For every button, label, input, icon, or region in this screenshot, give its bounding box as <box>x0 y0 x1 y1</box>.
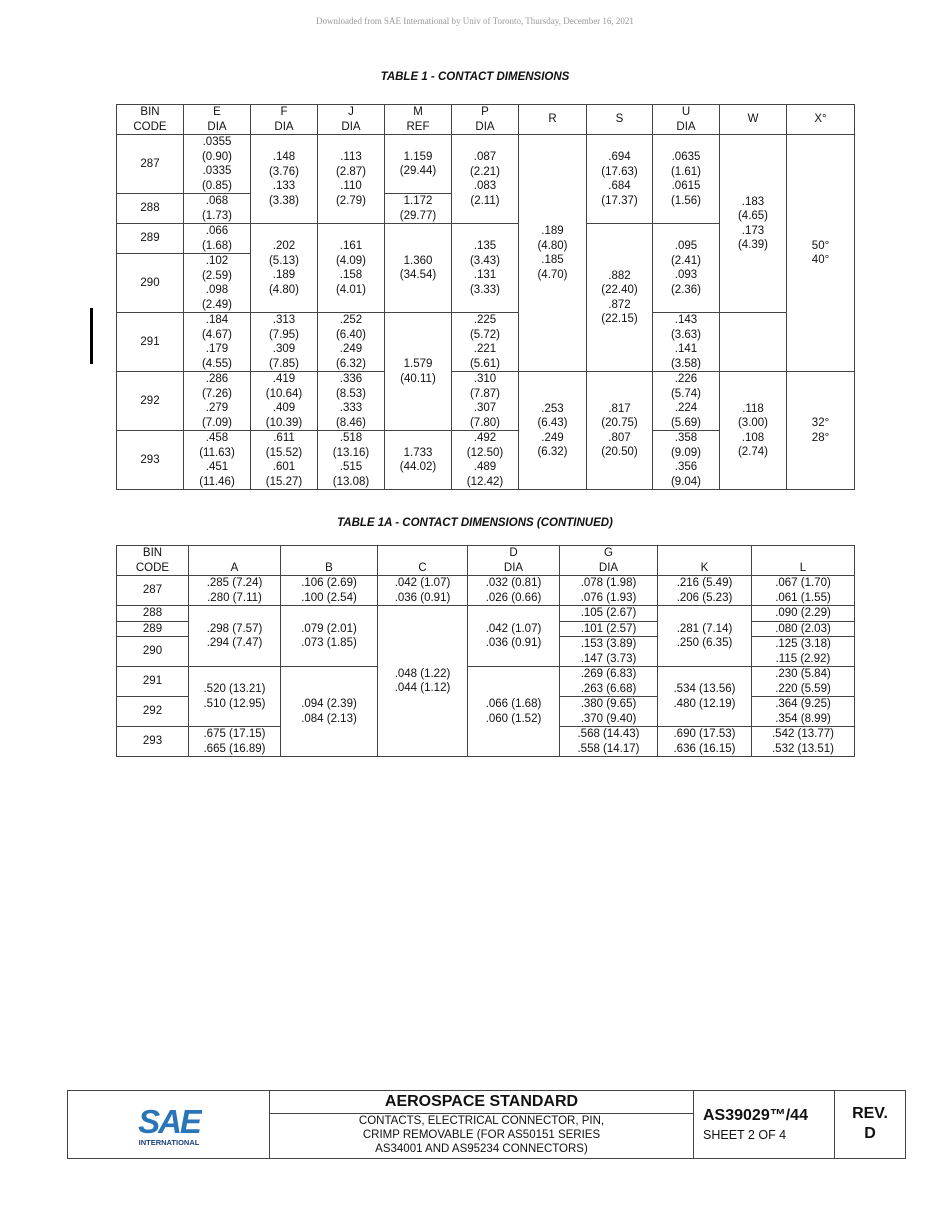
table-cell: .095 (2.41) .093 (2.36) <box>653 224 720 313</box>
header-p: P DIA <box>452 105 519 135</box>
table-cell: 1.159 (29.44) <box>385 135 452 194</box>
bin-code-cell: 293 <box>117 431 184 490</box>
document-number-cell <box>694 1091 835 1158</box>
table-cell: .101 (2.57) <box>560 621 658 637</box>
header-s: S <box>587 105 653 135</box>
bin-code-cell: 293 <box>117 727 189 757</box>
table-row <box>117 313 855 372</box>
header-r: R <box>519 105 587 135</box>
header-k: K <box>658 546 752 576</box>
header-a: A <box>189 546 281 576</box>
table-cell: .068 (1.73) <box>184 194 251 224</box>
header-bin-code: BIN CODE <box>117 546 189 576</box>
bin-code-cell: 290 <box>117 254 184 313</box>
table-cell: 1.360 (34.54) <box>385 224 452 313</box>
header-bin-code: BIN CODE <box>117 105 184 135</box>
sheet-number: SHEET 2 OF 4 <box>703 1128 787 1142</box>
table-cell: .066 (1.68) <box>184 224 251 254</box>
table-cell: .105 (2.67) <box>560 606 658 622</box>
table-cell: .882 (22.40) .872 (22.15) <box>587 224 653 372</box>
header-l: L <box>752 546 855 576</box>
table-cell: .143 (3.63) .141 (3.58) <box>653 313 720 372</box>
table-row <box>117 135 855 194</box>
table-cell: 32° 28° <box>787 372 855 490</box>
table-cell: .419 (10.64) .409 (10.39) <box>251 372 318 431</box>
header-u: U DIA <box>653 105 720 135</box>
table-cell: .090 (2.29) <box>752 606 855 622</box>
table-cell: .216 (5.49) .206 (5.23) <box>658 576 752 606</box>
table-cell: .078 (1.98) .076 (1.93) <box>560 576 658 606</box>
table-cell: .087 (2.21) .083 (2.11) <box>452 135 519 224</box>
header-f: F DIA <box>251 105 318 135</box>
table-cell: .079 (2.01) .073 (1.85) <box>281 606 378 667</box>
logo-wordmark: SAE <box>138 1103 200 1140</box>
bin-code-cell: 289 <box>117 224 184 254</box>
table-cell: .492 (12.50) .489 (12.42) <box>452 431 519 490</box>
table-cell: .458 (11.63) .451 (11.46) <box>184 431 251 490</box>
bin-code-cell: 291 <box>117 313 184 372</box>
table-cell: 50° 40° <box>787 135 855 372</box>
table-cell: .675 (17.15) .665 (16.89) <box>189 727 281 757</box>
table-cell: .048 (1.22) .044 (1.12) <box>378 606 468 757</box>
bin-code-cell: 287 <box>117 576 189 606</box>
table-row <box>117 576 855 606</box>
bin-code-cell: 291 <box>117 667 189 697</box>
table-cell: .611 (15.52) .601 (15.27) <box>251 431 318 490</box>
download-note: Downloaded from SAE International by Univ of Toronto, Thursday, December 16, 2021 <box>316 16 634 26</box>
table-cell: .534 (13.56) .480 (12.19) <box>658 667 752 727</box>
table-cell: .817 (20.75) .807 (20.50) <box>587 372 653 490</box>
table-cell: .148 (3.76) .133 (3.38) <box>251 135 318 224</box>
table-header-row <box>117 546 855 576</box>
table-cell: .690 (17.53) .636 (16.15) <box>658 727 752 757</box>
sae-international-logo <box>136 1101 202 1149</box>
bin-code-cell: 290 <box>117 637 189 667</box>
table-cell: .135 (3.43) .131 (3.33) <box>452 224 519 313</box>
document-number: AS39029™/44 <box>703 1107 808 1124</box>
table-cell: .310 (7.87) .307 (7.80) <box>452 372 519 431</box>
table-cell: .183 (4.65) .173 (4.39) <box>720 135 787 313</box>
logo-subtext: INTERNATIONAL <box>138 1138 200 1147</box>
table-cell: .230 (5.84) .220 (5.59) <box>752 667 855 697</box>
table-cell: .118 (3.00) .108 (2.74) <box>720 372 787 490</box>
header-b: B <box>281 546 378 576</box>
table-cell: .067 (1.70) .061 (1.55) <box>752 576 855 606</box>
bin-code-cell: 288 <box>117 194 184 224</box>
table-cell: .184 (4.67) .179 (4.55) <box>184 313 251 372</box>
table-cell: .286 (7.26) .279 (7.09) <box>184 372 251 431</box>
table-row <box>117 606 855 622</box>
revision-change-bar <box>90 308 93 364</box>
title-block-footer <box>67 1090 906 1159</box>
table-cell: .313 (7.95) .309 (7.85) <box>251 313 318 372</box>
table-cell: .298 (7.57) .294 (7.47) <box>189 606 281 667</box>
table-cell: .542 (13.77) .532 (13.51) <box>752 727 855 757</box>
header-g: G DIA <box>560 546 658 576</box>
table-cell: .285 (7.24) .280 (7.11) <box>189 576 281 606</box>
table-cell: 1.172 (29.77) <box>385 194 452 224</box>
table-cell: .153 (3.89) .147 (3.73) <box>560 637 658 667</box>
table-cell: .032 (0.81) .026 (0.66) <box>468 576 560 606</box>
header-j: J DIA <box>318 105 385 135</box>
table-1a-title: TABLE 1A - CONTACT DIMENSIONS (CONTINUED) <box>337 517 613 529</box>
table-cell: .189 (4.80) .185 (4.70) <box>519 135 587 372</box>
bin-code-cell: 292 <box>117 372 184 431</box>
table-cell: .694 (17.63) .684 (17.37) <box>587 135 653 224</box>
table-row <box>117 667 855 697</box>
table-cell: .094 (2.39) .084 (2.13) <box>281 667 378 757</box>
bin-code-cell: 288 <box>117 606 189 622</box>
table-cell: .102 (2.59) .098 (2.49) <box>184 254 251 313</box>
revision-cell <box>835 1091 905 1158</box>
table-cell: .106 (2.69) .100 (2.54) <box>281 576 378 606</box>
table-cell: .281 (7.14) .250 (6.35) <box>658 606 752 667</box>
table-cell: .066 (1.68) .060 (1.52) <box>468 667 560 757</box>
header-e: E DIA <box>184 105 251 135</box>
bin-code-cell: 287 <box>117 135 184 194</box>
table-cell: .358 (9.09) .356 (9.04) <box>653 431 720 490</box>
contact-dimensions-continued-table <box>116 545 855 757</box>
table-cell: .161 (4.09) .158 (4.01) <box>318 224 385 313</box>
table-cell: .380 (9.65) .370 (9.40) <box>560 697 658 727</box>
table-cell: .225 (5.72) .221 (5.61) <box>452 313 519 372</box>
table-1-title: TABLE 1 - CONTACT DIMENSIONS <box>380 71 570 83</box>
contact-dimensions-table <box>116 104 855 490</box>
table-cell: 1.733 (44.02) <box>385 431 452 490</box>
header-x: X° <box>787 105 855 135</box>
table-cell: .113 (2.87) .110 (2.79) <box>318 135 385 224</box>
title-cell <box>270 1091 694 1158</box>
table-cell: .253 (6.43) .249 (6.32) <box>519 372 587 490</box>
table-cell: .520 (13.21) .510 (12.95) <box>189 667 281 727</box>
header-d: D DIA <box>468 546 560 576</box>
table-cell: .568 (14.43) .558 (14.17) <box>560 727 658 757</box>
table-cell: 1.579 (40.11) <box>385 313 452 431</box>
header-w: W <box>720 105 787 135</box>
logo-cell <box>68 1091 270 1158</box>
table-cell: .202 (5.13) .189 (4.80) <box>251 224 318 313</box>
table-cell: .0355 (0.90) .0335 (0.85) <box>184 135 251 194</box>
bin-code-cell: 289 <box>117 621 189 637</box>
header-c: C <box>378 546 468 576</box>
table-header-row <box>117 105 855 135</box>
table-cell: .125 (3.18) .115 (2.92) <box>752 637 855 667</box>
header-m: M REF <box>385 105 452 135</box>
standard-type: AEROSPACE STANDARD <box>270 1091 693 1114</box>
table-cell: .269 (6.83) .263 (6.68) <box>560 667 658 697</box>
bin-code-cell: 292 <box>117 697 189 727</box>
table-cell: .252 (6.40) .249 (6.32) <box>318 313 385 372</box>
table-cell: .080 (2.03) <box>752 621 855 637</box>
table-cell: .042 (1.07) .036 (0.91) <box>378 576 468 606</box>
revision-label: REV. D <box>852 1105 888 1142</box>
table-cell: .336 (8.53) .333 (8.46) <box>318 372 385 431</box>
document-description: CONTACTS, ELECTRICAL CONNECTOR, PIN, CRIMP REMOVABLE (FOR AS50151 SERIES AS34001 AND AS95234 CONNECTORS) <box>358 1115 605 1155</box>
table-cell: .518 (13.16) .515 (13.08) <box>318 431 385 490</box>
table-cell: .0635 (1.61) .0615 (1.56) <box>653 135 720 224</box>
table-cell: .226 (5.74) .224 (5.69) <box>653 372 720 431</box>
table-row <box>117 372 855 431</box>
table-cell: .042 (1.07) .036 (0.91) <box>468 606 560 667</box>
table-cell: .364 (9.25) .354 (8.99) <box>752 697 855 727</box>
